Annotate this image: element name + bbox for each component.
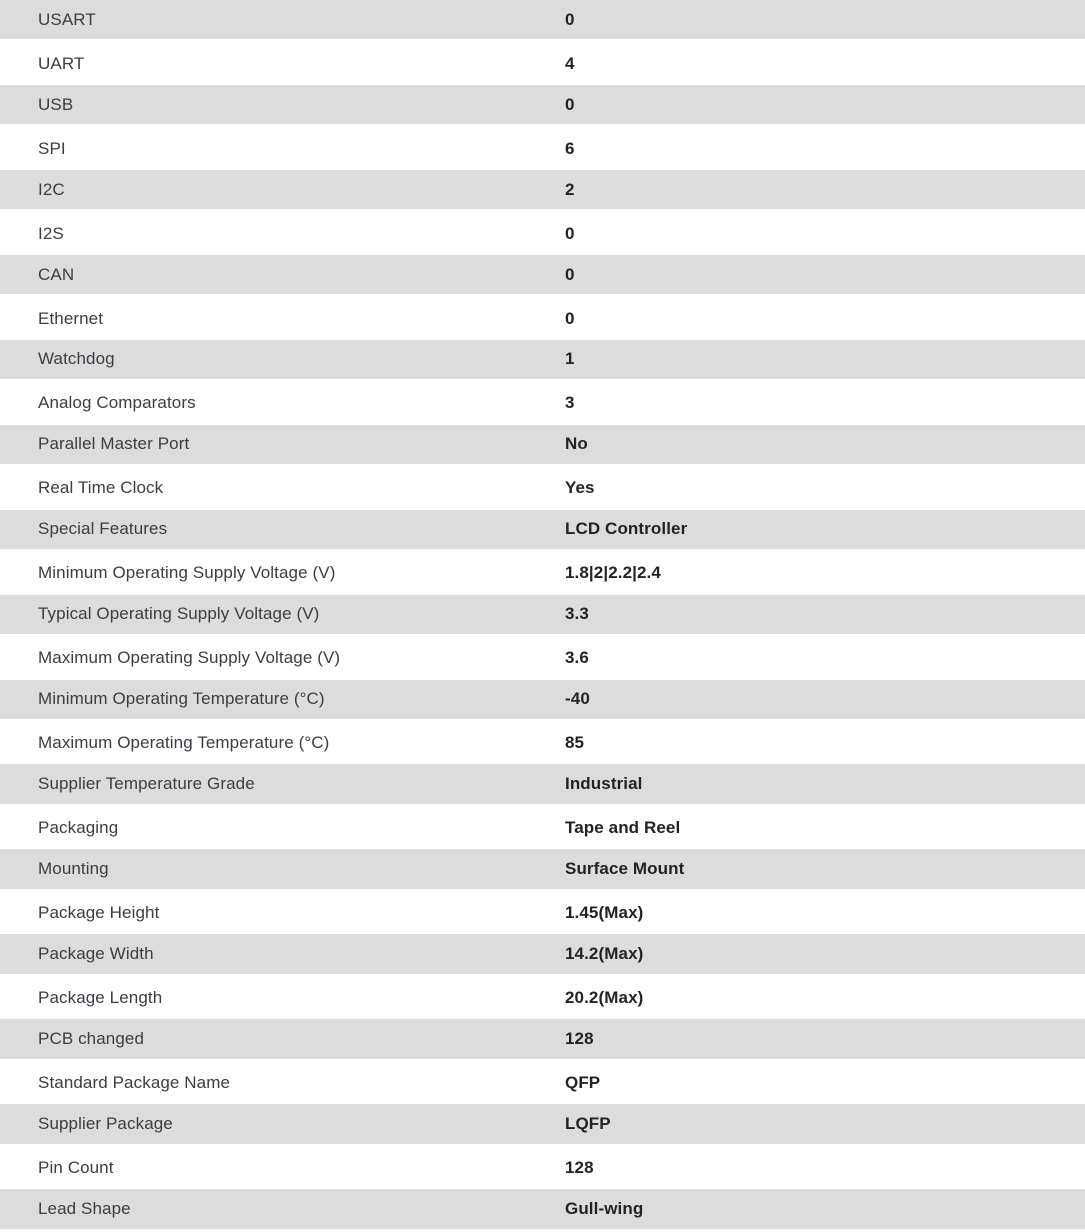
spec-label: Typical Operating Supply Voltage (V)	[38, 604, 320, 624]
spec-row	[0, 212, 1085, 254]
spec-label: UART	[38, 53, 85, 73]
spec-row	[0, 764, 1085, 806]
spec-label: Packaging	[38, 818, 119, 838]
spec-label: SPI	[38, 138, 66, 158]
spec-label: CAN	[38, 264, 75, 284]
spec-value: LCD Controller	[565, 519, 688, 539]
spec-value: Surface Mount	[565, 859, 685, 879]
spec-label: Special Features	[38, 519, 168, 539]
spec-value: Yes	[565, 478, 595, 498]
spec-row	[0, 1104, 1085, 1146]
spec-row	[0, 977, 1085, 1019]
spec-row	[0, 170, 1085, 212]
spec-value: 0	[565, 223, 575, 243]
spec-label: Minimum Operating Temperature (°C)	[38, 689, 325, 709]
spec-row	[0, 934, 1085, 976]
spec-label: Minimum Operating Supply Voltage (V)	[38, 563, 336, 583]
spec-value: 3.6	[565, 648, 589, 668]
spec-value: 14.2(Max)	[565, 944, 644, 964]
spec-row	[0, 1062, 1085, 1104]
spec-value: Industrial	[565, 774, 643, 794]
spec-value: 128	[565, 1028, 594, 1048]
spec-row	[0, 425, 1085, 467]
spec-label: Parallel Master Port	[38, 434, 190, 454]
spec-label: Maximum Operating Supply Voltage (V)	[38, 648, 341, 668]
spec-label: USB	[38, 94, 74, 114]
spec-label: Real Time Clock	[38, 478, 164, 498]
spec-value: 3	[565, 393, 575, 413]
spec-value: Gull-wing	[565, 1198, 644, 1218]
spec-value: 1.8|2|2.2|2.4	[565, 563, 661, 583]
spec-value: LQFP	[565, 1113, 611, 1133]
spec-label: Package Width	[38, 944, 154, 964]
spec-label: Mounting	[38, 859, 109, 879]
spec-row	[0, 849, 1085, 891]
spec-value: 1	[565, 349, 575, 369]
spec-row	[0, 807, 1085, 849]
spec-row	[0, 722, 1085, 764]
spec-value: 3.3	[565, 604, 589, 624]
spec-row	[0, 1189, 1085, 1231]
spec-row	[0, 680, 1085, 722]
spec-row	[0, 297, 1085, 339]
spec-label: Supplier Package	[38, 1113, 173, 1133]
spec-label: Package Height	[38, 903, 160, 923]
spec-value: 0	[565, 264, 575, 284]
spec-label: I2S	[38, 223, 64, 243]
spec-value: 6	[565, 138, 575, 158]
spec-label: I2C	[38, 179, 65, 199]
spec-label: Analog Comparators	[38, 393, 196, 413]
spec-value: 4	[565, 53, 575, 73]
spec-row	[0, 255, 1085, 297]
spec-label: Standard Package Name	[38, 1072, 231, 1092]
spec-row	[0, 892, 1085, 934]
spec-value: 1.45(Max)	[565, 903, 644, 923]
spec-value: 2	[565, 179, 575, 199]
spec-value: 20.2(Max)	[565, 988, 644, 1008]
spec-row	[0, 637, 1085, 679]
spec-value: 85	[565, 733, 585, 753]
spec-row	[0, 510, 1085, 552]
spec-row	[0, 85, 1085, 127]
spec-value: 0	[565, 9, 575, 29]
spec-row	[0, 0, 1085, 42]
spec-row	[0, 552, 1085, 594]
spec-row	[0, 42, 1085, 84]
spec-row	[0, 340, 1085, 382]
spec-label: Supplier Temperature Grade	[38, 774, 255, 794]
spec-value: 128	[565, 1157, 594, 1177]
spec-label: Maximum Operating Temperature (°C)	[38, 733, 330, 753]
spec-row	[0, 382, 1085, 424]
spec-value: QFP	[565, 1072, 601, 1092]
spec-row	[0, 127, 1085, 169]
spec-label: Pin Count	[38, 1157, 114, 1177]
spec-label: PCB changed	[38, 1028, 145, 1048]
spec-label: Package Length	[38, 988, 163, 1008]
spec-row	[0, 595, 1085, 637]
spec-row	[0, 1019, 1085, 1061]
spec-row	[0, 467, 1085, 509]
spec-value: Tape and Reel	[565, 818, 681, 838]
spec-value: 0	[565, 308, 575, 328]
spec-label: USART	[38, 9, 96, 29]
spec-value: 0	[565, 94, 575, 114]
spec-label: Ethernet	[38, 308, 104, 328]
spec-label: Lead Shape	[38, 1198, 131, 1218]
spec-value: No	[565, 434, 588, 454]
spec-row	[0, 1147, 1085, 1189]
spec-label: Watchdog	[38, 349, 115, 369]
spec-value: -40	[565, 689, 590, 709]
